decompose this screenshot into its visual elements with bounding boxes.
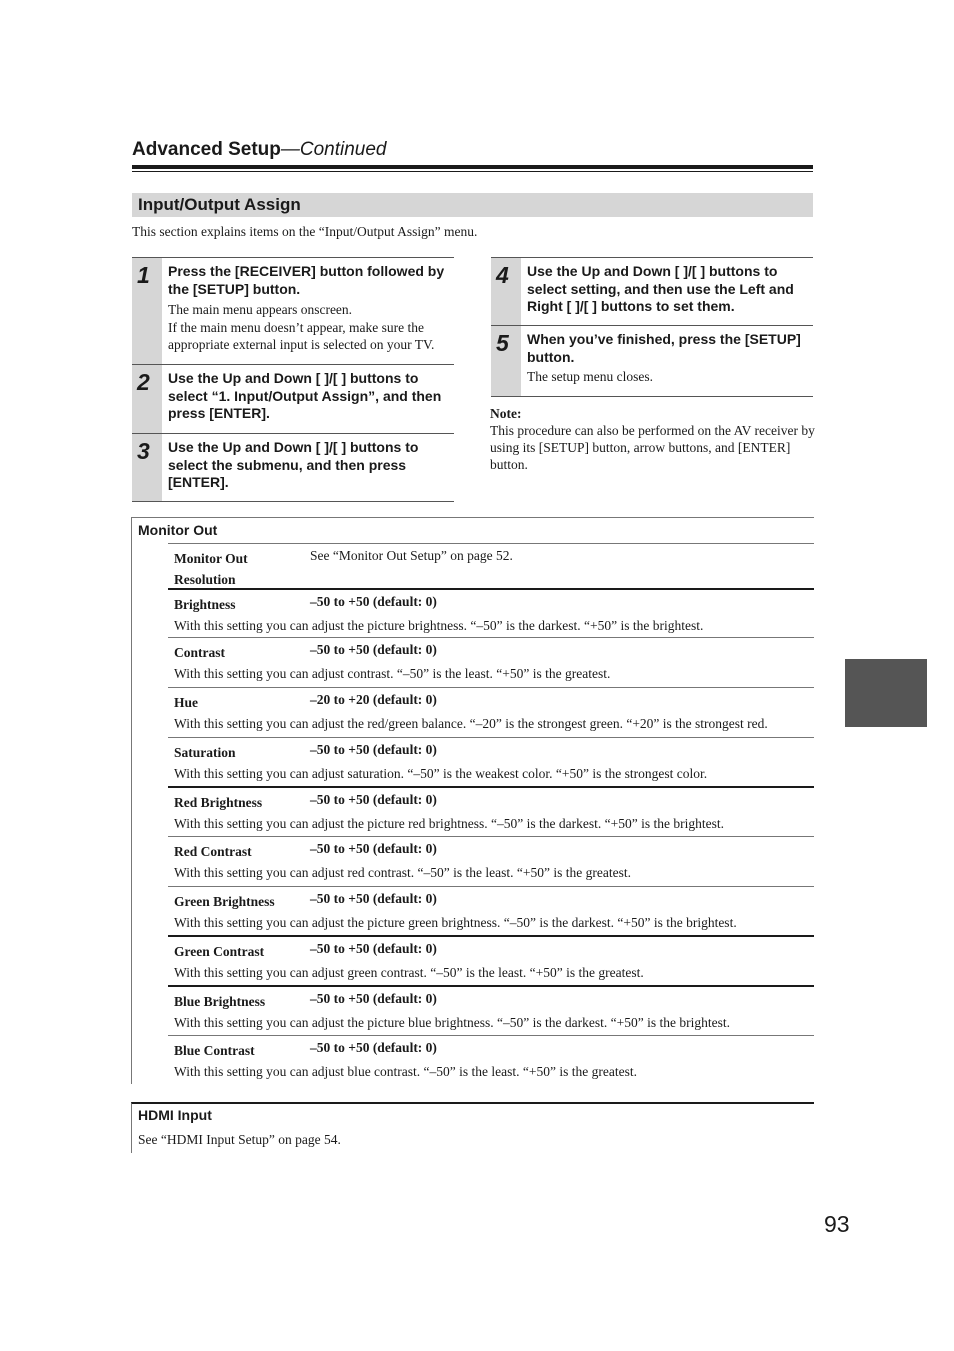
header-rule-thin [132, 171, 813, 172]
step-detail: The setup menu closes. [527, 369, 653, 384]
setting-row [168, 1035, 814, 1084]
step-number: 3 [137, 438, 150, 464]
setting-name: Hue [174, 695, 199, 710]
setting-range: –50 to +50 (default: 0) [310, 594, 437, 609]
setting-row [168, 737, 814, 787]
setting-description: With this setting you can adjust saturation. “–50” is the weakest color. “+50” is the strongest color. [174, 766, 708, 781]
setting-description: With this setting you can adjust the picture brightness. “–50” is the darkest. “+50” is the brightest. [174, 618, 704, 633]
step-2 [132, 364, 454, 433]
setting-reference: See “Monitor Out Setup” on page 52. [310, 548, 513, 563]
setting-name: Monitor Out Resolution [174, 551, 248, 587]
setting-description: With this setting you can adjust blue contrast. “–50” is the least. “+50” is the greatest. [174, 1064, 637, 1079]
header-title: Advanced Setup [132, 139, 281, 160]
step-4 [491, 257, 813, 325]
setting-range: –50 to +50 (default: 0) [310, 891, 437, 906]
section-heading-bar [132, 193, 813, 217]
note [490, 405, 820, 473]
note-label: Note: [490, 406, 522, 421]
step-number-column [132, 365, 162, 433]
setting-name: Brightness [174, 597, 236, 612]
step-1 [132, 257, 454, 364]
setting-description: With this setting you can adjust contrast. “–50” is the least. “+50” is the greatest. [174, 666, 611, 681]
setting-description: With this setting you can adjust the picture green brightness. “–50” is the darkest. “+50” is the brightest. [174, 915, 737, 930]
page-number: 93 [824, 1211, 850, 1237]
setting-row [168, 985, 814, 1036]
setting-row [168, 935, 814, 986]
monitor-out-section [131, 517, 814, 1084]
step-number: 5 [496, 330, 509, 356]
setting-name: Blue Contrast [174, 1043, 255, 1058]
setting-description: With this setting you can adjust the red/green balance. “–20” is the strongest green. “+20” is the strongest red. [174, 716, 768, 731]
setting-row [168, 588, 814, 638]
hdmi-input-title: HDMI Input [138, 1107, 212, 1123]
steps-bottom-rule [491, 396, 813, 397]
setting-name: Green Contrast [174, 944, 265, 959]
step-heading: Press the [RECEIVER] button followed by the [SETUP] button. [168, 263, 445, 297]
page-header [132, 139, 387, 161]
step-heading: Use the Up and Down [ ]/[ ] buttons to select setting, and then use the Left and Right [ ]/[ ] buttons to set them. [527, 263, 794, 314]
step-number-column [491, 258, 521, 325]
setting-range: –50 to +50 (default: 0) [310, 792, 437, 807]
setting-row [168, 637, 814, 687]
setting-range: –20 to +20 (default: 0) [310, 692, 437, 707]
steps-bottom-rule [132, 501, 454, 502]
setting-description: With this setting you can adjust the picture red brightness. “–50” is the darkest. “+50” is the brightest. [174, 816, 724, 831]
hdmi-input-section [131, 1102, 814, 1153]
setting-description: With this setting you can adjust red contrast. “–50” is the least. “+50” is the greatest. [174, 865, 631, 880]
setting-row [168, 786, 814, 837]
setting-range: –50 to +50 (default: 0) [310, 1040, 437, 1055]
step-number: 1 [137, 262, 150, 288]
step-heading: Use the Up and Down [ ]/[ ] buttons to select “1. Input/Output Assign”, and then press [ENTER]. [168, 370, 442, 421]
step-number-column [491, 326, 521, 397]
setting-name: Blue Brightness [174, 994, 266, 1009]
header-rule [132, 165, 813, 169]
header-continued: —Continued [280, 139, 387, 160]
step-number-column [132, 434, 162, 502]
setting-range: –50 to +50 (default: 0) [310, 991, 437, 1006]
chapter-side-tab [845, 659, 927, 727]
step-number: 2 [137, 369, 150, 395]
step-3 [132, 433, 454, 502]
setting-name: Saturation [174, 745, 236, 760]
setting-row [168, 836, 814, 886]
section-intro: This section explains items on the “Input/Output Assign” menu. [132, 224, 478, 239]
step-detail: The main menu appears onscreen. [168, 302, 353, 317]
setting-row [168, 886, 814, 936]
setting-range: –50 to +50 (default: 0) [310, 642, 437, 657]
step-detail: If the main menu doesn’t appear, make sure the appropriate external input is selected on your TV. [168, 320, 435, 352]
setting-row [168, 687, 814, 737]
setting-description: With this setting you can adjust the picture blue brightness. “–50” is the darkest. “+50” is the brightest. [174, 1015, 730, 1030]
setting-name: Red Contrast [174, 844, 252, 859]
setting-name: Contrast [174, 645, 225, 660]
step-5 [491, 325, 813, 397]
setting-description: With this setting you can adjust green contrast. “–50” is the least. “+50” is the greatest. [174, 965, 644, 980]
section-title: Input/Output Assign [138, 195, 301, 214]
setting-range: –50 to +50 (default: 0) [310, 841, 437, 856]
setting-range: –50 to +50 (default: 0) [310, 941, 437, 956]
setting-name: Red Brightness [174, 795, 263, 810]
step-heading: When you’ve finished, press the [SETUP] button. [527, 331, 801, 365]
note-text: This procedure can also be performed on the AV receiver by using its [SETUP] button, arrow buttons, and [ENTER] button. [490, 423, 815, 472]
step-number: 4 [496, 262, 509, 288]
step-heading: Use the Up and Down [ ]/[ ] buttons to select the submenu, and then press [ENTER]. [168, 439, 419, 490]
setting-name: Green Brightness [174, 894, 275, 909]
setting-range: –50 to +50 (default: 0) [310, 742, 437, 757]
step-number-column [132, 258, 162, 364]
setting-row-resolution [168, 543, 814, 588]
monitor-out-title: Monitor Out [138, 522, 218, 538]
hdmi-input-description: See “HDMI Input Setup” on page 54. [138, 1132, 341, 1147]
